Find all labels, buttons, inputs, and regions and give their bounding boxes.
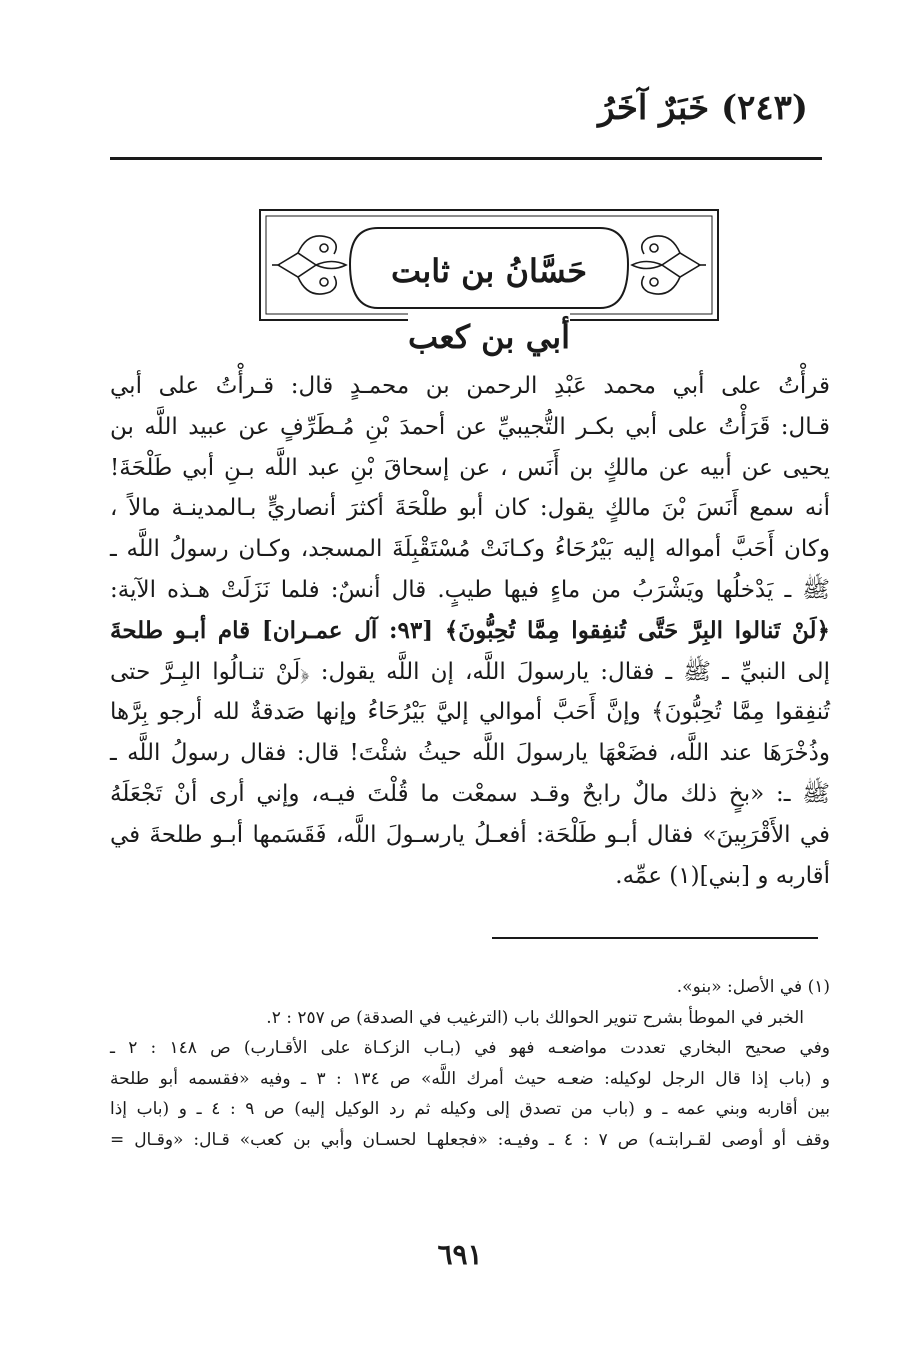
ornament-title: حَسَّانُ بن ثابت: [390, 252, 588, 290]
text-line: أقاربه و [بني](١) عمِّه.: [615, 862, 830, 889]
text-line: يحيى عن أبيه عن مالكٍ بن أَنَس ، عن إسحاقَ بْنِ عبد اللَّه بـنِ أبي طَلْحَةَ!: [110, 454, 830, 481]
chapter-title: (٢٤٣) خَبَرٌ آخَرُ: [598, 88, 808, 128]
text-line: أنه سمع أَنَسَ بْنَ مالكٍ يقول: كان أبو طلْحَةَ أكثرَ أنصاريٍّ بـالمدينـة مالاً ،: [110, 495, 830, 522]
text-line: ﴿لَنْ تَنالوا البِرَّ حَتَّى تُنفِقوا مِمَّا تُحِبُّونَ﴾ [٩٣: آل عمـران] قام أبـو طلحةَ: [110, 616, 831, 644]
main-text: [110, 366, 830, 896]
text-line: قرأْتُ على أبي محمد عَبْدِ الرحمن بن محمـدٍ قال: قـرأْتُ على أبي: [110, 373, 830, 399]
text-line: وذُخْرَهَا عند اللَّه، فضَعْهَا يارسولَ اللَّه حيثُ شئْتَ! قال: فقال رسولُ اللَّه ـ: [110, 740, 830, 767]
text-line: ﷺ ـ يَدْخلُها ويَشْرَبُ من ماءٍ فيها طيبٍ. قال أنسٌ: فلما نَزَلَتْ هـذه الآية:: [110, 576, 830, 603]
footnote-line: وقف أو أوصى لقـرابتـه) ص ٧ : ٤ ـ وفيـه: «فجعلهـا لحسـان وأبي بن كعب» قـال: «وقـال =: [110, 1129, 830, 1150]
page-number: ٦٩١: [437, 1238, 483, 1271]
header-divider: [110, 157, 822, 160]
footnote-line: (١) في الأصل: «بنو».: [676, 977, 830, 997]
footnote-line: الخبر في الموطأ بشرح تنوير الحوالك باب (الترغيب في الصدقة) ص ٢٥٧ : ٢.: [266, 1007, 804, 1028]
footnote-line: و (باب إذا قال الرجل لوكيله: ضعـه حيث أمرك اللَّه» ص ١٣٤ : ٣ ـ وفيه «فقسمه أبو طلحة: [110, 1068, 830, 1089]
footnote-line: بين أقاربه وبني عمه ـ و (باب من تصدق إلى وكيله ثم رد الوكيل إليه) ص ٩ : ٤ ـ و (باب إذا: [110, 1099, 830, 1119]
text-line: ﷺ ـ: «بخٍ ذلك مالٌ رابحٌ وقـد سمعْت ما قُلْتَ فيـه، وإني أرى أنْ تَجْعَلَهُ: [110, 780, 830, 807]
footnote-divider: [492, 937, 818, 939]
ornament-subtitle: أبي بن كعب: [407, 318, 571, 356]
text-line: قـال: قَرَأْتُ على أبي بكـر التُّجيبيِّ عن أحمدَ بْنِ مُـطَرِّفٍ عن عبيد اللَّه بن: [110, 413, 830, 440]
text-line: إلى النبيِّ ـ ﷺ ـ فقال: يارسولَ اللَّه، إن اللَّه يقول: ﴿لَنْ تنـالُوا البِـرَّ حتى: [110, 658, 830, 685]
footnotes: [110, 972, 830, 1155]
footnote-line: وفي صحيح البخاري تعددت مواضعـه فهو في (بـاب الزكـاة على الأقـارب) ص ١٤٨ : ٢ ـ: [110, 1038, 830, 1058]
text-line: في الأَقْرَبِينَ» فقال أبـو طَلْحَة: أفعـلُ يارسـولَ اللَّه، فَقَسَمها أبـو طلحةَ في: [110, 821, 830, 848]
text-line: وكان أَحَبَّ أمواله إليه بَيْرُحَاءُ وكـانَتْ مُسْتَقْبِلَةَ المسجد، وكـان رسولُ اللَّه ـ: [110, 536, 830, 563]
text-line: تُنفِقوا مِمَّا تُحِبُّونَ﴾ وإنَّ أَحَبَّ أموالي إليَّ بَيْرُحَاءُ وإنها صَدقةٌ لله أرجو بِرَّها: [110, 699, 830, 726]
